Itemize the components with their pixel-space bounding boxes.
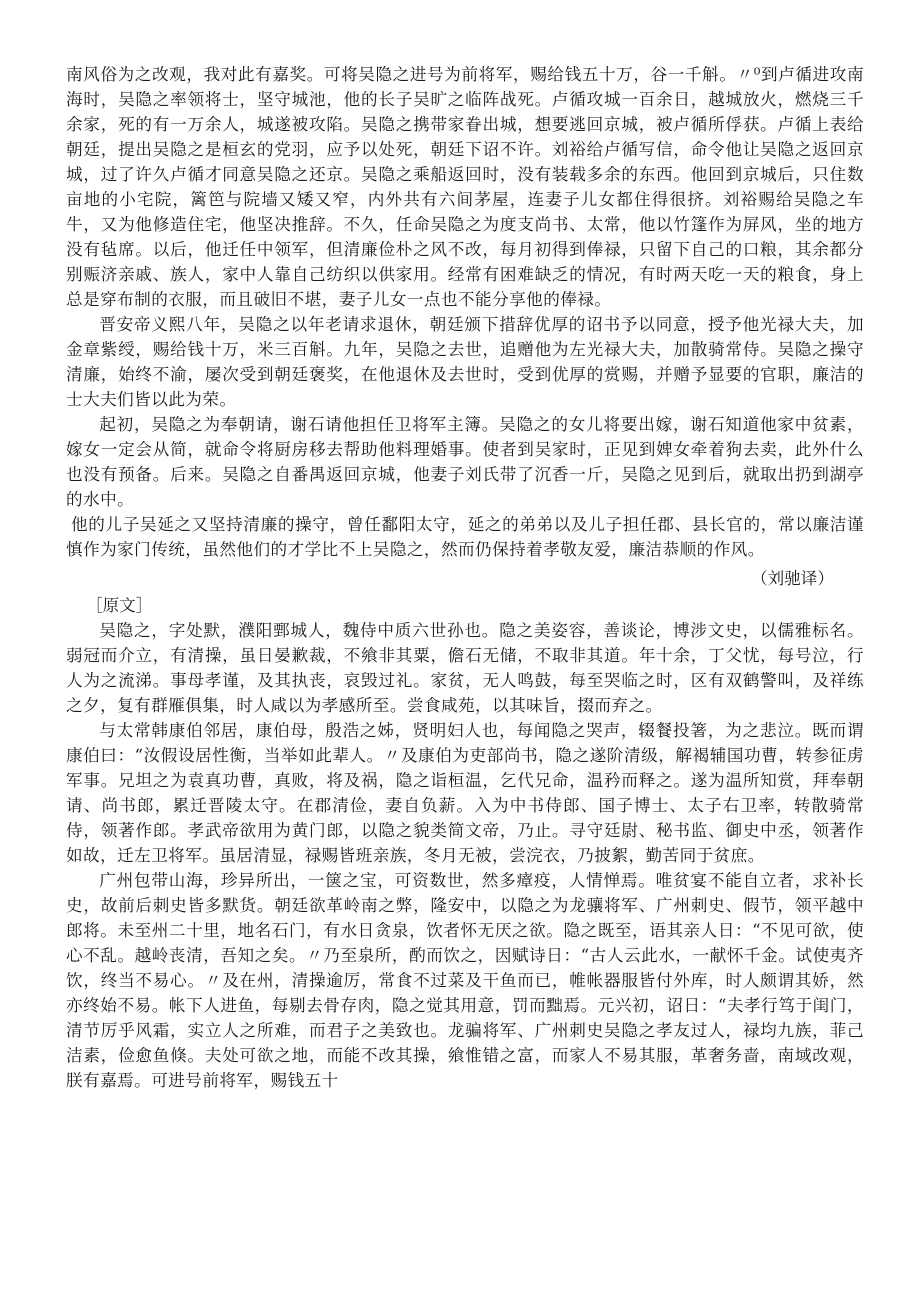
translation-paragraph-2: 晋安帝义熙八年，吴隐之以年老请求退休，朝廷颁下措辞优厚的诏书予以同意，授予他光禄大夫，加金章紫绶，赐给钱十万，米三百斛。九年，吴隐之去世，追赠他为左光禄大夫，加散骑常侍。吴隐之操守清廉，始终不渝，屡次受到朝廷褒奖，在他退休及去世时，受到优厚的赏赐，并赠予显要的官职，廉洁的士大夫们皆以此为荣。 [66,315,864,409]
translation-paragraph-1: 南风俗为之改观，我对此有嘉奖。可将吴隐之进号为前将军，赐给钱五十万，谷一千斛。〃⁰到卢循进攻南海时，吴隐之率领将士，坚守城池，他的长子吴旷之临阵战死。卢循攻城一百余日，越城放火，燃烧三千余家，死的有一万余人，城遂被攻陷。吴隐之携带家眷出城，想要逃回京城，被卢循所俘获。卢循上表给朝廷，提出吴隐之是桓玄的党羽，应予以处死，朝廷下诏不许。刘裕给卢循写信，命令他让吴隐之返回京城，过了许久卢循才同意吴隐之还京。吴隐之乘船返回时，没有装载多余的东西。他回到京城后，只住数亩地的小宅院，篱笆与院墙又矮又窄，内外共有六间茅屋，连妻子儿女都住得很挤。刘裕赐给吴隐之车牛，又为他修造住宅，他坚决推辞。不久，任命吴隐之为度支尚书、太常，他以竹篷作为屏风，坐的地方没有毡席。以后，他迁任中领军，但清廉俭朴之风不改，每月初得到俸禄，只留下自己的口粮，其余都分别赈济亲戚、族人，家中人靠自己纺织以供家用。经常有困难缺乏的情况，有时两天吃一天的粮食，身上总是穿布制的衣服，而且破旧不堪，妻子儿女一点也不能分享他的俸禄。 [66,65,864,309]
original-paragraph-1: 吴隐之，字处默，濮阳鄄城人，魏侍中质六世孙也。隐之美姿容，善谈论，博涉文史，以儒雅标名。弱冠而介立，有清操，虽日晏歉裁，不飨非其粟，儋石无储，不取非其道。年十余，丁父忧，每号泣，行人为之流涕。事母孝谨，及其执丧，哀毁过礼。家贫，无人鸣鼓，每至哭临之时，区有双鹤警叫，及祥练之夕，复有群雁俱集，时人咸以为孝感所至。尝食咸苑，以其味旨，掇而弃之。 [66,621,864,715]
translation-paragraph-4: 他的儿子吴延之又坚持清廉的操守，曾任鄱阳太守，延之的弟弟以及儿子担任郡、县长官的，常以廉洁谨慎作为家门传统，虽然他们的才学比不上吴隐之，然而仍保持着孝敬友爱，廉洁恭顺的作风。 [66,515,864,559]
translator-credit: （刘驰译） [751,569,834,588]
original-paragraph-2: 与太常韩康伯邻居，康伯母，殷浩之姊，贤明妇人也，每闻隐之哭声，辍餐投箸，为之悲泣。既而谓康伯曰：“汝假设居性衡，当举如此辈人。〃及康伯为吏部尚书，隐之遂阶清级，解褐辅国功曹，转参征虏军事。兄坦之为袁真功曹，真败，将及祸，隐之诣桓温，乞代兄命，温矜而释之。遂为温所知赏，拜奉朝请、尚书郎，累迁晋陵太守。在郡清俭，妻自负薪。入为中书侍郎、国子博士、太子右卫率，转散骑常侍，领著作郎。孝武帝欲用为黄门郎，以隐之貌类简文帝，乃止。寻守廷尉、秘书监、御史中丞，领著作如故，迁左卫将军。虽居清显，禄赐皆班亲族，冬月无被，尝浣衣，乃披絮，勤苦同于贫庶。 [66,721,864,865]
original-paragraph-3: 广州包带山海，珍异所出，一箧之宝，可资数世，然多瘴疫，人情惮焉。唯贫宴不能自立者，求补长史，故前后刺史皆多默货。朝廷欲革岭南之弊，隆安中，以隐之为龙骧将军、广州刺史、假节，领平越中郎将。未至州二十里，地名石门，有水日贪泉，饮者怀无厌之欲。隐之既至，语其亲人日：“不见可欲，使心不乱。越岭丧清，吾知之矣。〃乃至泉所，酌而饮之，因赋诗日：“古人云此水，一献怀千金。试使夷齐饮，终当不易心。〃及在州，清操逾厉，常食不过菜及干鱼而已，帷帐器服皆付外库，时人颇谓其娇，然亦终始不易。帐下人进鱼，每剔去骨存肉，隐之觉其用意，罚而黜焉。元兴初，诏日：“夫孝行笃于闺门，清节厉乎风霜，实立人之所难，而君子之美致也。龙骗将军、广州刺史吴隐之孝友过人，禄均九族，菲己洁素，俭愈鱼倏。夫处可欲之地，而能不改其操，飨惟错之富，而家人不易其服，革奢务啬，南域改观，朕有嘉焉。可进号前将军，赐钱五十 [66,871,864,1090]
original-text-heading: ［原文］ [86,596,153,615]
translation-paragraph-3: 起初，吴隐之为奉朝请，谢石请他担任卫将军主簿。吴隐之的女儿将要出嫁，谢石知道他家中贫素，嫁女一定会从简，就命令将厨房移去帮助他料理婚事。使者到吴家时，正见到婢女牵着狗去卖，此外什么也没有预备。后来。吴隐之自番禺返回京城，他妻子刘氏带了沉香一斤，吴隐之见到后，就取出扔到湖亭的水中。 [66,415,864,509]
